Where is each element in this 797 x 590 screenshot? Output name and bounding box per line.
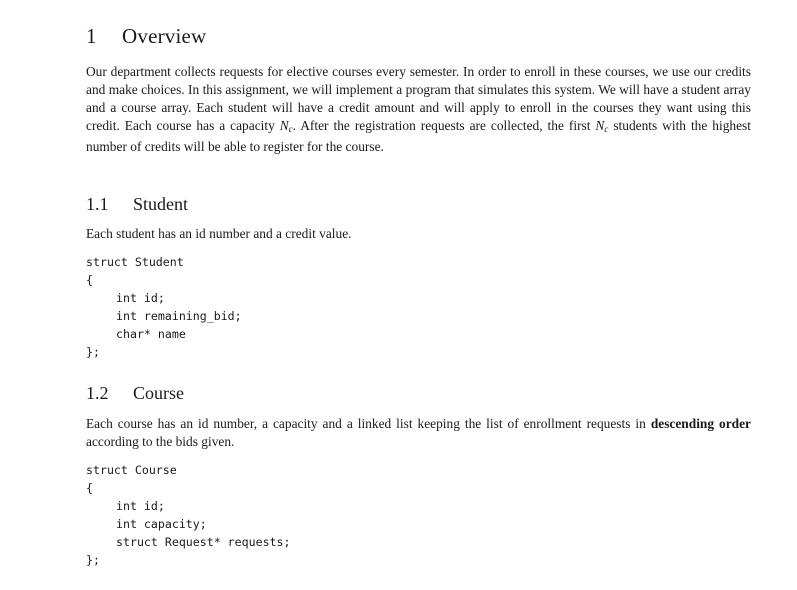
code-line: int id;: [116, 291, 165, 305]
subsection-heading-student: [86, 194, 188, 215]
overview-paragraph: Our department collects requests for elective courses every semester. In order to enroll in these courses, we use our credits and make choices. In this assignment, we will implement a program that simulates this system. We will have a student array and a course array. Each student will have a credit amount and will apply to enroll in the courses they want using this credit. Each course has a capacity Nc. After the registration requests are collected, the first Nc students with the highest number of credits will be able to register for the course.: [86, 64, 751, 154]
code-line: int id;: [116, 499, 165, 513]
section-title: Overview: [122, 24, 207, 48]
subsection-title: Course: [133, 383, 184, 403]
code-line: struct Student: [86, 255, 184, 269]
overview-line-4: will apply to enroll in the courses they want using this credit. Each course has a capacity: [86, 100, 751, 133]
section-heading-overview: [86, 24, 206, 49]
subsection-number: 1.2: [86, 383, 109, 403]
subsection-title: Student: [133, 194, 189, 214]
code-line: struct Course: [86, 463, 177, 477]
code-line: {: [86, 273, 93, 287]
overview-line-1: Our department collects requests for elective courses every semester. In order to enroll in these courses,: [86, 64, 649, 79]
subsection-number: 1.1: [86, 194, 109, 214]
code-line: char* name: [116, 327, 186, 341]
course-struct-code: [86, 461, 291, 569]
code-line: int capacity;: [116, 517, 207, 531]
section-number: 1: [86, 24, 97, 48]
overview-line-6: register for the course.: [263, 139, 384, 154]
emphasis-descending-order: descending order: [650, 416, 751, 431]
code-line: };: [86, 553, 100, 567]
student-description: Each student has an id number and a credit value.: [86, 226, 352, 241]
code-line: };: [86, 345, 100, 359]
overview-line-5: registration requests are collected, the first: [354, 118, 596, 133]
code-line: {: [86, 481, 93, 495]
overview-line-5-tail: students with the highest number of credits will be able to: [86, 118, 751, 154]
subsection-heading-course: [86, 383, 184, 404]
code-line: struct Request* requests;: [116, 535, 291, 549]
student-struct-code: [86, 253, 242, 361]
capacity-symbol: Nc: [279, 118, 293, 134]
capacity-symbol-2: Nc: [595, 118, 609, 134]
course-description: Each course has an id number, a capacity and a linked list keeping the list of enrollment requests in descending order according to the bids given.: [86, 416, 751, 449]
overview-line-4-tail: After the: [300, 118, 350, 133]
overview-line-2: we use our credits and make choices. In this assignment, we will implement a program that simulates this: [86, 64, 751, 97]
overview-line-3: system. We will have a student array and a course array. Each student will have a credit amount and: [86, 82, 751, 115]
code-line: int remaining_bid;: [116, 309, 242, 323]
